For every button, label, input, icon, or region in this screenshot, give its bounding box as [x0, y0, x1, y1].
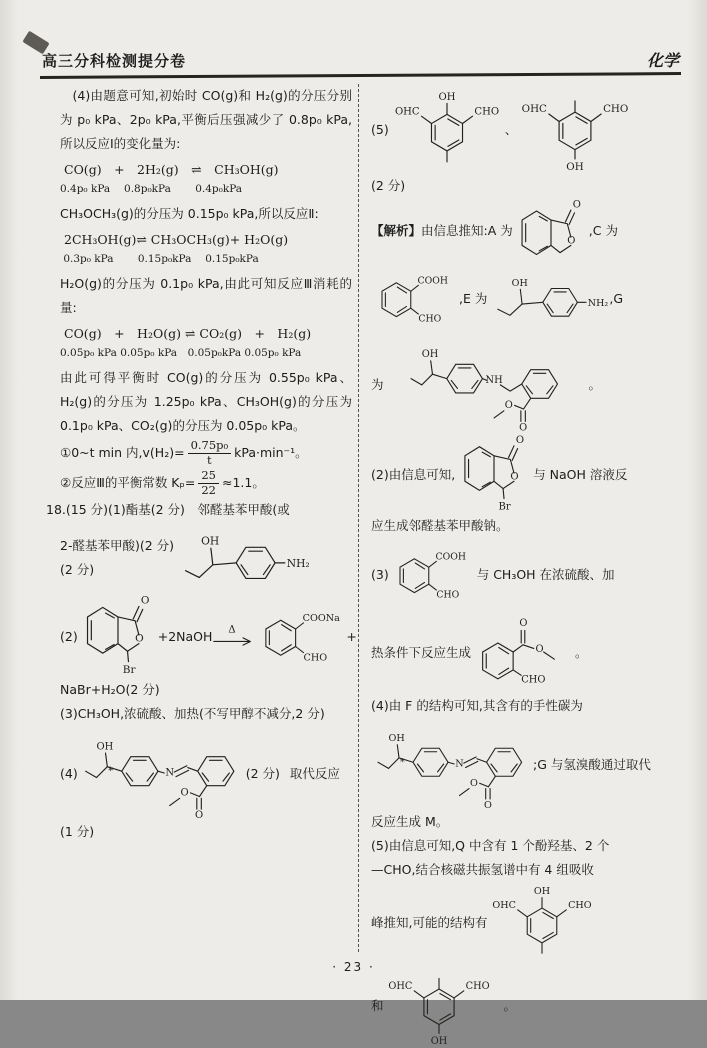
page-header	[42, 48, 679, 71]
r2-mid: 与 NaOH 溶液反	[533, 467, 628, 482]
reaction-type: 取代反应	[289, 766, 340, 781]
structure-sodium-formylbenzoate	[254, 601, 346, 671]
r3-mid: 与 CH₃OH 在浓硫酸、加	[476, 567, 615, 582]
structure-bromophthalide	[78, 594, 158, 678]
imine-n-label: N	[165, 767, 174, 779]
r4-line1: (4)由 F 的结构可知,其含有的手性碳为	[371, 698, 583, 713]
ring-oxygen-label: O	[134, 632, 144, 645]
exam-title: 高三分科检测提分卷	[42, 52, 187, 70]
ester-oxygen-label: O	[504, 400, 513, 412]
paragraph-reaction-2: CH₃OCH₃(g)的分压为 0.15p₀ kPa,所以反应Ⅱ:	[60, 206, 319, 221]
ohc-label: OHC	[521, 103, 548, 116]
imine-n-label: N	[455, 758, 464, 770]
analysis-row-3-product	[371, 610, 683, 694]
analysis-row-g	[371, 334, 683, 434]
fraction-denominator: t	[207, 452, 212, 467]
r2-prefix: (2)由信息可知,	[371, 467, 456, 482]
analysis-row-ce	[371, 262, 683, 334]
analysis-row-5b	[371, 962, 683, 1048]
carbonyl-oxygen-label: O	[572, 199, 581, 211]
fraction-numerator: 25	[198, 469, 219, 484]
e-prefix: ,E 为	[459, 291, 488, 306]
structure-amine-ester-G	[384, 334, 589, 434]
chiral-star: *	[399, 756, 405, 768]
rate-line-prefix: ①0~t min 内,v(H₂)=	[60, 445, 185, 460]
paragraph-equilibrium-pressures: 由此可得平衡时 CO(g)的分压为 0.55p₀ kPa、H₂(g)的分压为 1.25p₀ kPa、CH₃OH(g)的分压为 0.1p₀ kPa、CO₂(g)的分压为 0.05p₀ kPa。	[60, 370, 352, 433]
carbonyl-oxygen-label: O	[194, 810, 203, 822]
carbonyl-oxygen-label: O	[519, 618, 528, 629]
oh-label: OH	[566, 161, 584, 174]
analysis-row-3	[371, 538, 683, 610]
score-2: (2 分)	[60, 562, 95, 577]
equation-2-species: 2CH₃OH(g)⇌ CH₃OCH₃(g)+ H₂O(g)	[64, 232, 289, 247]
ring-oxygen-label: O	[567, 235, 576, 247]
chiral-star: *	[107, 765, 113, 777]
br-label: Br	[498, 501, 511, 513]
r4-continuation: 反应生成 M。	[371, 814, 449, 829]
item-5-label: (5)	[371, 121, 389, 137]
score-1: (1 分)	[60, 824, 95, 839]
equation-1-species: CO(g) + 2H₂(g) ⇌ CH₃OH(g)	[64, 162, 279, 177]
rate-line-suffix: kPa·min⁻¹。	[234, 445, 308, 460]
oh-label: OH	[512, 277, 529, 289]
answer-5-row	[371, 84, 683, 174]
score-2: (2 分)	[371, 178, 406, 193]
structure-dialdehyde-phenol-top	[487, 882, 597, 962]
cooh-label: COOH	[435, 551, 466, 563]
oh-label: OH	[201, 534, 220, 548]
cho-label: CHO	[568, 900, 593, 912]
structure-formylbenzoic-acid-C	[371, 262, 459, 334]
ester-oxygen-label: O	[180, 787, 189, 799]
and-label: 和	[371, 998, 384, 1013]
oh-label: OH	[534, 886, 551, 898]
ohc-label: OHC	[387, 981, 412, 993]
kp-line-prefix: ②反应Ⅲ的平衡常数 Kₚ=	[60, 475, 196, 490]
structure-methyl-formylbenzoate	[471, 610, 575, 694]
analysis-row-4	[371, 718, 683, 810]
oh-label: OH	[96, 741, 114, 753]
equation-2-pressures: 0.3p₀ kPa 0.15p₀kPa 0.15p₀kPa	[60, 253, 259, 265]
structure-imine-ester-F	[371, 718, 533, 810]
plus-sign: +	[346, 628, 357, 644]
ester-oxygen-label: O	[469, 777, 478, 789]
equation-3-pressures: 0.05p₀ kPa 0.05p₀ kPa 0.05p₀kPa 0.05p₀ kPa	[60, 347, 302, 359]
structure-dialdehyde-phenol-top	[389, 87, 505, 171]
item-3-answer: (3)CH₃OH,浓硫酸、加热(不写甲醇不减分,2 分)	[60, 706, 325, 721]
carbonyl-oxygen-label: O	[140, 594, 150, 607]
c-prefix: ,C 为	[588, 223, 618, 238]
oh-label: OH	[430, 1036, 447, 1048]
period: 。	[575, 645, 588, 660]
question-18-line1: 18.(15 分)(1)酯基(2 分) 邻醛基苯甲酸(或	[46, 502, 290, 517]
r5-line3: 峰推知,可能的结构有	[371, 915, 488, 930]
fraction-numerator: 0.75p₀	[188, 439, 232, 454]
cho-label: CHO	[521, 674, 546, 686]
cho-label: CHO	[418, 313, 442, 325]
g-suffix: ,G	[609, 290, 624, 306]
structure-dialdehyde-phenol-bottom	[517, 84, 633, 174]
answer-1-text	[60, 534, 174, 582]
r2-continuation: 应生成邻醛基苯甲酸钠。	[371, 518, 509, 533]
subject-label: 化学	[646, 51, 679, 70]
structure-bromophthalide	[455, 434, 533, 514]
analysis-text: 由信息推知:A 为	[421, 223, 513, 238]
structure-dialdehyde-phenol-bottom	[384, 962, 494, 1048]
r3-continuation: 热条件下反应生成	[371, 645, 472, 660]
carbonyl-oxygen-label: O	[483, 799, 492, 811]
oh-label: OH	[438, 91, 456, 103]
oh-label: OH	[388, 733, 405, 745]
fraction-denominator: 22	[201, 482, 216, 497]
analysis-row-5a	[371, 882, 683, 962]
rate-line	[60, 438, 352, 468]
amine-nh-label: NH	[485, 375, 503, 387]
header-rule	[40, 72, 681, 79]
left-column	[46, 84, 358, 952]
cho-label: CHO	[474, 106, 499, 118]
structure-aminophenyl-propanol-E	[487, 266, 609, 330]
kp-line-suffix: ≈1.1。	[221, 475, 265, 490]
equation-3-species: CO(g) + H₂O(g) ⇌ CO₂(g) + H₂(g)	[64, 326, 312, 341]
cho-label: CHO	[303, 652, 328, 664]
kp-line	[60, 468, 352, 498]
r4-mid: ;G 与氢溴酸通过取代	[533, 757, 651, 772]
ester-oxygen-label: O	[535, 644, 544, 655]
ring-oxygen-label: O	[510, 471, 519, 483]
r3-label: (3)	[371, 566, 389, 582]
oh-label: OH	[421, 349, 438, 361]
item-4-label: (4)	[60, 765, 78, 781]
item-2-label: (2)	[60, 628, 78, 644]
structure-aminophenyl-propanol	[174, 522, 310, 594]
cooh-label: COOH	[417, 275, 449, 287]
structure-formylbenzoic-acid	[389, 538, 477, 610]
ohc-label: OHC	[394, 106, 420, 118]
comma: 、	[504, 122, 518, 137]
br-label: Br	[122, 664, 136, 677]
answer-1-row	[60, 522, 352, 594]
nh2-label: NH₂	[286, 556, 310, 570]
kp-fraction	[198, 469, 219, 498]
item-4-score: (2 分)	[245, 766, 280, 781]
ohc-label: OHC	[492, 900, 517, 912]
rate-fraction	[188, 439, 232, 468]
carbonyl-oxygen-label: O	[516, 435, 525, 447]
carbonyl-oxygen-label: O	[518, 422, 527, 434]
delta-label: Δ	[228, 624, 237, 636]
nh2-label: NH₂	[588, 297, 609, 309]
r5-line2: —CHO,结合核磁共振氢谱中有 4 组吸收	[371, 862, 594, 877]
structure-phthalide-A	[513, 198, 589, 262]
equation-1-pressures: 0.4p₀ kPa 0.8p₀kPa 0.4p₀kPa	[60, 183, 243, 195]
structure-imine-ester-F	[78, 726, 246, 820]
nabr-water-line: NaBr+H₂O(2 分)	[60, 682, 160, 697]
cho-label: CHO	[436, 589, 459, 601]
question-18-line2: 2-醛基苯甲酸)(2 分)	[60, 538, 175, 553]
cho-label: CHO	[603, 103, 629, 116]
wei-label: 为	[371, 377, 384, 392]
right-column	[358, 84, 683, 1048]
page-number: · 23 ·	[332, 960, 375, 974]
analysis-tag: 【解析】	[371, 223, 422, 238]
analysis-row-a	[371, 198, 683, 262]
reaction-2-equation-row	[60, 594, 357, 678]
naoh-reagent: +2NaOH	[157, 628, 213, 644]
analysis-row-2	[371, 434, 683, 514]
paragraph-reaction-3: H₂O(g)的分压为 0.1p₀ kPa,由此可知反应Ⅲ消耗的量:	[60, 276, 352, 315]
reaction-arrow	[212, 622, 254, 650]
paragraph-initial-pressure: (4)由题意可知,初始时 CO(g)和 H₂(g)的分压分别为 p₀ kPa、2p₀ kPa,平衡后压强减少了 0.8p₀ kPa,所以反应Ⅰ的变化量为:	[60, 88, 352, 151]
period: 。	[503, 998, 517, 1013]
coona-label: COONa	[303, 613, 341, 625]
cho-label: CHO	[465, 981, 490, 993]
period: 。	[588, 377, 602, 392]
answer-4-row	[60, 726, 352, 820]
r5-line1: (5)由信息可知,Q 中含有 1 个酚羟基、2 个	[371, 838, 610, 853]
